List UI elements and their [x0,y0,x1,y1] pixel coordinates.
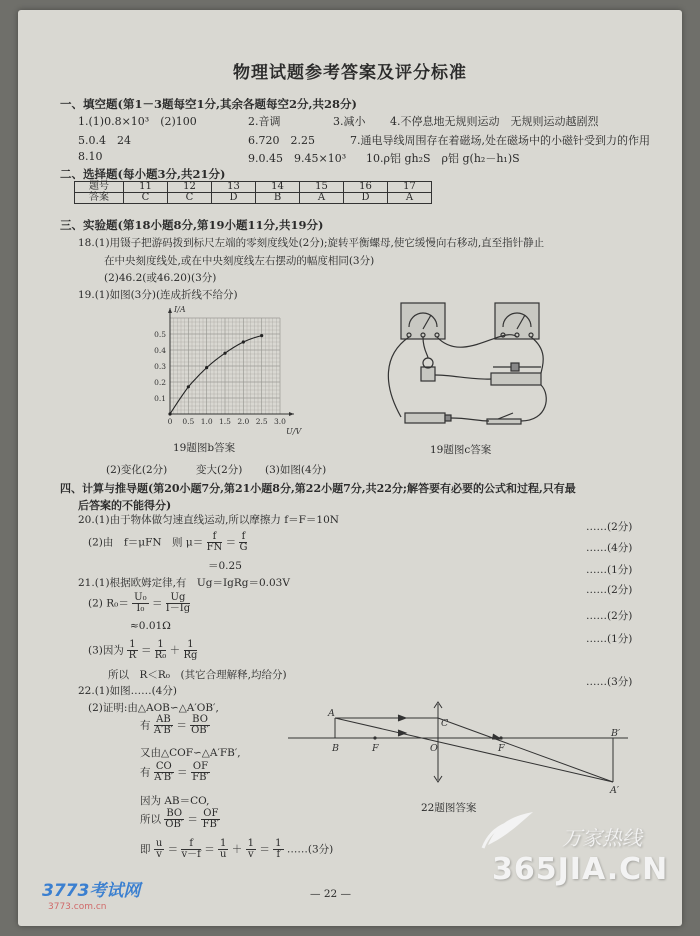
q22-line-5 [140,839,333,860]
q22-line-so [140,809,220,830]
numerator: 1 [155,640,167,651]
fraction [184,640,198,661]
label-f-left: F [372,743,379,754]
x-tick-label: 0.5 [182,417,195,426]
numerator: f [207,532,223,543]
plus: ＋ [231,843,243,856]
fill-answer-2: 2.音调 [248,115,281,128]
q21-score-3: ……(1分) [586,633,633,645]
numerator: U₀ [134,592,147,603]
watermark-wanjia-cn: 万家热线 [562,826,642,850]
equals: ＝ [187,813,198,826]
label-a-prime: A′ [610,785,620,796]
equals: ＝ [177,766,188,779]
figure-22-caption: 22题图答案 [421,802,477,814]
page-title: 物理试题参考答案及评分标准 [233,63,467,83]
numerator: OF [192,761,209,772]
fraction [218,839,228,860]
label-f-right: F [498,743,505,754]
table-cell: 14 [256,182,300,193]
x-tick-label: 3.0 [274,417,286,426]
fill-answer-10: 10.ρ铝 gh₂S ρ铝 g(h₂－h₁)S [366,152,520,165]
q21-line-3: ≈0.01Ω [130,620,171,632]
fraction [273,839,283,860]
numerator: f [239,532,247,543]
q20-score-3: ……(1分) [586,564,633,576]
figure-19b-caption: 19题图b答案 [173,442,236,454]
denominator: v－f [181,849,201,860]
fraction [154,762,174,783]
data-point [260,334,263,337]
table-cell: 题号 [75,182,124,193]
denominator: Rg [183,650,198,661]
denominator: FB′ [202,819,220,830]
denominator: FN [206,542,223,553]
q19-line-1: 19.(1)如图(3分)(连成折线不给分) [78,289,238,301]
q22-line-4: 因为 AB＝CO, [140,795,210,807]
fraction [239,532,247,553]
table-cell: 17 [388,182,432,193]
fill-answer-9: 9.0.45 9.45×10³ [248,152,347,165]
q21-line-1: 21.(1)根据欧姆定律,有 Ug＝IgRg＝0.03V [78,577,290,589]
fraction [190,715,210,736]
lens-ray-diagram [288,696,628,796]
label-b: B [332,743,339,754]
answer-page [18,10,682,926]
q22-text: 所以 [140,813,161,826]
page-number: — 22 — [310,888,352,900]
watermark-365jia: 365JIA.CN [492,852,669,887]
q22-text: 有 [140,719,151,732]
table-cell: C [168,193,212,204]
q22-line-2: (2)证明:由△AOB∽△A′OB′, [88,702,219,714]
q19-line-2c: (3)如图(4分) [265,464,327,476]
q20-line-2 [88,532,247,553]
q22-line-have [140,715,210,736]
watermark-3773-url: 3773.com.cn [48,902,107,912]
q22-line-1: 22.(1)如图……(4分) [78,685,177,697]
section-calc-heading: 四、计算与推导题(第20小题7分,第21小题8分,第22小题7分,共22分;解答要有必要的公式和过程,只有最 [60,482,576,495]
x-tick-label: 0 [167,417,173,426]
q22-text: 即 [140,843,151,856]
q19-line-2a: (2)变化(2分) [106,464,168,476]
table-cell: A [300,193,344,204]
q18-line-1: 18.(1)用镊子把游码拨到标尺左端的零刻度线处(2分);旋转平衡螺母,使它缓慢向右移动,直至指针静止 [78,237,545,249]
q22-score: ……(3分) [286,843,334,856]
data-point [187,385,190,388]
numerator: AB [154,715,173,726]
y-axis-label: I/A [174,305,186,314]
denominator: R₀ [154,650,167,661]
q22-line-3: 又由△COF∽△A′FB′, [140,747,241,759]
numerator: f [181,839,200,850]
label-c: C [441,718,449,729]
numerator: 1 [220,838,227,849]
y-tick-label: 0.2 [154,378,166,387]
choice-answer-table [74,181,432,204]
equals: ＝ [259,843,270,856]
q21-score-4: ……(3分) [586,676,633,688]
x-tick-label: 1.0 [200,417,213,426]
series-line [170,336,262,414]
data-point [223,352,226,355]
battery-icon [405,413,445,423]
denominator: I－Ig [165,603,191,614]
q21-line-5: 所以 R＜R₀ (其它合理解释,均给分) [108,669,287,681]
numerator: 1 [129,639,136,650]
denominator: A′B′ [153,725,173,736]
watermark-3773: 3773考试网 [42,881,141,901]
equals: ＝ [151,597,163,610]
numerator: BO [166,808,183,819]
y-tick-label: 0.1 [154,394,166,403]
q22-line-have-2 [140,762,210,783]
table-cell: D [344,193,388,204]
table-cell: C [124,193,168,204]
y-tick-label: 0.5 [154,330,166,339]
q22-text: 有 [140,766,151,779]
fraction [154,839,164,860]
leaf-logo-icon [478,810,538,854]
section-fill-in-heading: 一、填空题(第1－3题每空1分,其余各题每空2分,共28分) [60,97,357,111]
q19-line-2b: 变大(2分) [196,464,243,476]
fill-answer-6: 6.720 2.25 [248,134,315,147]
q21-score-2: ……(2分) [586,610,633,622]
iu-graph [138,302,302,438]
rheostat-icon [491,373,541,385]
denominator: v [156,849,162,860]
x-tick-label: 2.0 [237,417,250,426]
equals: ＝ [167,843,179,856]
fraction [155,640,167,661]
table-cell: 12 [168,182,212,193]
fill-answer-1: 1.(1)0.8×10³ (2)100 [78,115,197,128]
q18-line-3: (2)46.2(或46.20)(3分) [104,272,217,284]
fill-answer-4: 4.不停息地无规则运动 无规则运动越剧烈 [390,115,599,128]
q21-text: (3)因为 [88,644,124,657]
bulb-icon [421,367,435,381]
table-cell: 11 [124,182,168,193]
table-cell: 答案 [75,193,124,204]
fraction [191,762,210,783]
equals: ＝ [140,644,152,657]
x-tick-label: 2.5 [255,417,268,426]
equals: ＝ [176,719,187,732]
circuit-diagram [373,295,583,440]
table-cell: A [388,193,432,204]
y-tick-label: 0.4 [154,346,166,355]
section-calc-heading-cont: 后答案的不能得分) [78,499,172,512]
denominator: I₀ [136,603,145,614]
data-point [242,340,245,343]
q21-score-1: ……(2分) [586,584,633,596]
label-a: A [328,708,335,719]
x-axis-label: U/V [286,427,302,436]
fraction [154,715,173,736]
figure-19c-caption: 19题图c答案 [430,444,492,456]
denominator: OB′ [191,725,209,736]
x-axis-arrow [289,412,294,416]
fraction [207,532,223,553]
denominator: R [128,650,137,661]
q20-line-3: ＝0.25 [208,560,242,572]
denominator: A′B′ [154,772,174,783]
table-cell: 13 [212,182,256,193]
fraction [164,809,184,830]
q20-text: (2)由 f＝μFN 则 μ＝ [88,536,204,549]
numerator: 1 [275,838,282,849]
denominator: v [247,849,254,860]
q21-text: (2) R₀＝ [88,597,129,610]
numerator: OF [203,808,219,819]
fraction [181,839,200,860]
denominator: u [219,849,227,860]
numerator: 1 [184,640,198,651]
table-row [75,182,432,193]
y-tick-label: 0.3 [154,362,166,371]
fraction [127,640,137,661]
section-experiment-heading: 三、实验题(第18小题8分,第19小题11分,共19分) [60,218,324,232]
table-cell: D [212,193,256,204]
fraction [246,839,256,860]
q20-score-2: ……(4分) [586,542,633,554]
numerator: CO [155,761,172,772]
denominator: FB′ [192,772,209,783]
fraction [132,593,148,614]
data-point [205,366,208,369]
y-axis-arrow [168,308,172,313]
q21-line-4 [88,640,197,661]
fill-answer-5: 5.0.4 24 [78,134,131,147]
q20-line-1: 20.(1)由于物体做匀速直线运动,所以摩擦力 f＝F＝10N [78,514,339,526]
table-cell: B [256,193,300,204]
section-choice-heading: 二、选择题(每小题3分,共21分) [60,167,226,181]
numerator: u [155,838,163,849]
equals: ＝ [225,536,237,549]
data-point [168,412,171,415]
table-cell: 16 [344,182,388,193]
equals: ＝ [204,843,215,856]
denominator: f [276,849,281,860]
fraction [166,593,190,614]
plus: ＋ [169,644,181,657]
denominator: G [239,542,248,553]
q21-line-2 [88,593,190,614]
label-o: O [430,743,438,754]
q18-line-2: 在中央刻度线处,或在中央刻度线左右摆动的幅度相同(3分) [104,255,375,267]
fraction [201,809,220,830]
table-row [75,193,432,204]
numerator: Ug [166,593,190,604]
denominator: OB′ [165,819,184,830]
fill-answer-8: 8.10 [78,150,103,163]
fill-answer-7: 7.通电导线周围存在着磁场,处在磁场中的小磁针受到力的作用 [350,134,650,147]
numerator: 1 [247,838,254,849]
q20-score-1: ……(2分) [586,521,633,533]
numerator: BO [192,714,208,725]
table-cell: 15 [300,182,344,193]
label-b-prime: B′ [611,728,621,739]
fill-answer-3: 3.减小 [333,115,366,128]
x-tick-label: 1.5 [219,417,231,426]
